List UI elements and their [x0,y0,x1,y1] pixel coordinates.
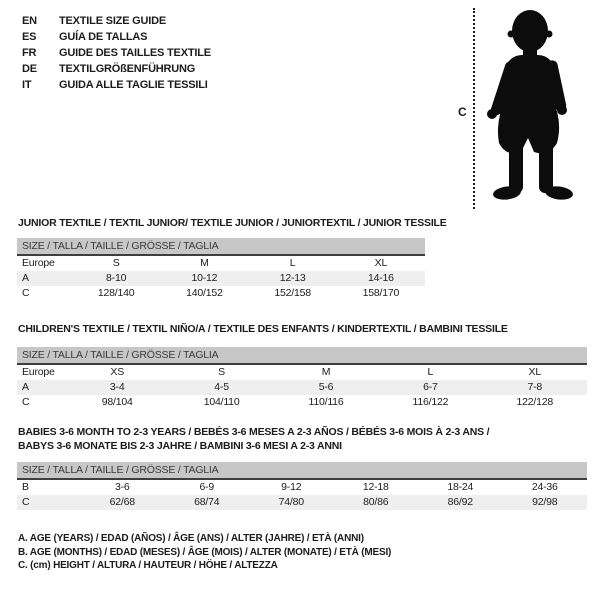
size-value: 158/170 [362,287,400,299]
size-value: 92/98 [503,495,588,510]
row-label: Europe [22,257,55,269]
size-value: XL [528,366,541,378]
size-value: 14-16 [337,271,425,286]
size-value: 6-7 [378,380,482,395]
table-row [17,395,587,410]
table-row [17,495,587,510]
language-title: TEXTILGRÖßENFÜHRUNG [59,63,196,75]
size-value: XS [110,366,124,378]
size-header-bar: SIZE / TALLA / TAILLE / GRÖSSE / TAGLIA [17,347,587,364]
size-value: 122/128 [516,396,554,408]
language-title: GUIDA ALLE TAGLIE TESSILI [59,79,208,91]
footnote-a: A. AGE (YEARS) / EDAD (AÑOS) / ÂGE (ANS) / ALTER (JAHRE) / ETÀ (ANNI) [18,533,364,544]
table-row [17,380,587,395]
language-code: FR [22,47,37,59]
size-value: XL [374,257,388,269]
size-value: 74/80 [249,495,334,510]
row-label: Europe [22,366,55,378]
language-code: DE [22,63,37,75]
table-row [17,271,425,286]
size-value: S [112,257,120,269]
table-row [17,255,425,271]
row-label: B [22,481,29,493]
size-table-junior [17,238,425,301]
size-value: 86/92 [418,495,503,510]
size-value: M [200,257,209,269]
size-value: 5-6 [274,380,378,395]
section-title-babies [18,425,489,453]
footnote-c: C. (cm) HEIGHT / ALTURA / HAUTEUR / HÖHE / ALTEZZA [18,560,278,571]
size-value: 110/116 [308,396,344,408]
size-value: 128/140 [97,287,135,299]
size-value: 68/74 [165,495,250,510]
size-value: L [289,257,296,269]
toddler-silhouette-icon [482,5,578,205]
size-table-babies [17,462,587,510]
size-value: 4-5 [169,380,273,395]
height-measure-line [473,8,475,209]
footnotes [18,532,391,573]
language-title: GUÍA DE TALLAS [59,31,148,43]
height-measure-label: C [458,105,467,119]
size-value: 18-24 [447,481,474,493]
size-value: 12-18 [362,481,389,493]
size-value: 12-13 [249,271,337,286]
size-table-children [17,347,587,410]
size-value: S [218,366,225,378]
language-list [22,13,211,93]
size-value: L [427,366,434,378]
size-value: 104/110 [203,396,240,408]
size-value: 80/86 [334,495,419,510]
size-value: 8-10 [72,271,160,286]
size-value: 3-4 [65,380,169,395]
language-code: ES [22,31,37,43]
size-value: 10-12 [160,271,248,286]
language-title: TEXTILE SIZE GUIDE [59,15,167,27]
section-title-children: CHILDREN'S TEXTILE / TEXTIL NIÑO/A / TEXTILE DES ENFANTS / KINDERTEXTIL / BAMBINI TESSILE [18,323,508,335]
table-row [17,479,587,495]
size-header-bar: SIZE / TALLA / TAILLE / GRÖSSE / TAGLIA [17,238,425,255]
table-row [17,364,587,380]
size-value: 116/122 [412,396,449,408]
row-label: A [17,271,72,286]
section-title-line: BABYS 3-6 MONATE BIS 2-3 JAHRE / BAMBINI 3-6 MESI A 2-3 ANNI [18,440,342,452]
size-value: 9-12 [281,481,302,493]
row-label: A [17,380,65,395]
language-row [22,61,211,77]
section-title-line: BABIES 3-6 MONTH TO 2-3 YEARS / BEBÉS 3-6 MESES A 2-3 AÑOS / BÉBÉS 3-6 MOIS À 2-3 ANS / [18,426,490,438]
row-label: C [22,287,30,299]
language-row [22,77,211,93]
size-value: 98/104 [101,396,133,408]
footnote-b: B. AGE (MONTHS) / EDAD (MESES) / ÂGE (MOIS) / ALTER (MONATE) / ETÀ (MESI) [18,546,392,558]
size-value: M [321,366,331,378]
size-value: 62/68 [80,495,165,510]
size-value: 152/158 [274,287,311,299]
size-value: 6-9 [199,481,215,493]
language-code: IT [22,79,32,91]
language-row [22,29,211,45]
language-code: EN [22,15,37,27]
language-title: GUIDE DES TAILLES TEXTILE [59,47,211,59]
table-row [17,286,425,301]
size-value: 3-6 [114,481,130,493]
row-label: C [22,396,30,408]
section-title-junior: JUNIOR TEXTILE / TEXTIL JUNIOR/ TEXTILE JUNIOR / JUNIORTEXTIL / JUNIOR TESSILE [18,217,447,229]
size-value: 140/152 [186,287,223,299]
row-label: C [17,495,80,510]
language-row [22,45,211,61]
size-value: 24-36 [531,481,558,493]
size-header-bar: SIZE / TALLA / TAILLE / GRÖSSE / TAGLIA [17,462,587,479]
language-row [22,13,211,29]
size-value: 7-8 [483,380,587,395]
